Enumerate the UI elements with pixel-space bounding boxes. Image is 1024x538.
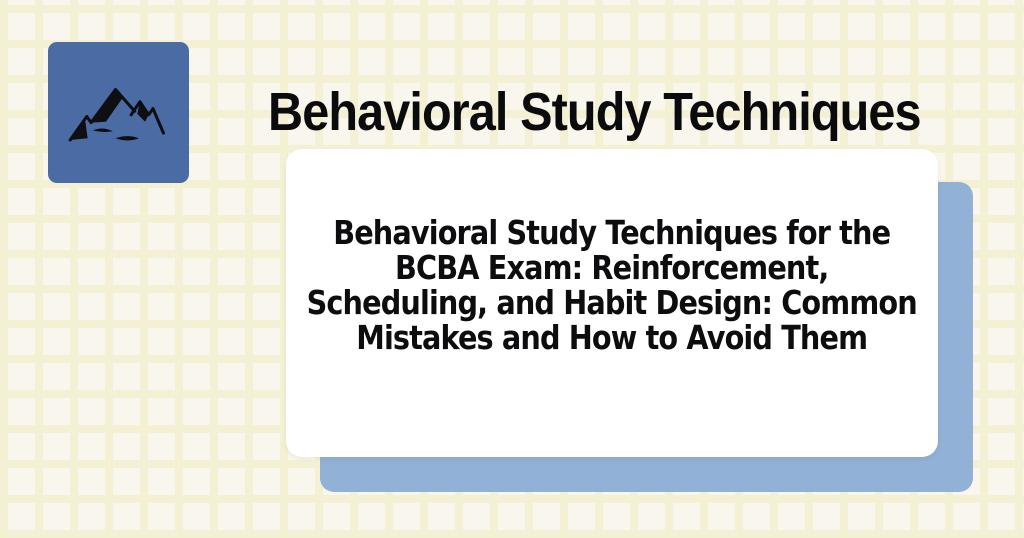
card-title	[307, 215, 917, 355]
page-title: Behavioral Study Techniques	[268, 82, 921, 142]
brand-logo	[48, 42, 189, 183]
card-title-line: Scheduling, and Habit Design: Common	[306, 283, 918, 322]
content-card	[286, 149, 938, 457]
card-title-line: Behavioral Study Techniques for the	[333, 213, 891, 252]
card-title-line: Mistakes and How to Avoid Them	[356, 318, 868, 357]
mountain-icon	[58, 52, 180, 174]
card-title-line: BCBA Exam: Reinforcement,	[395, 248, 829, 287]
